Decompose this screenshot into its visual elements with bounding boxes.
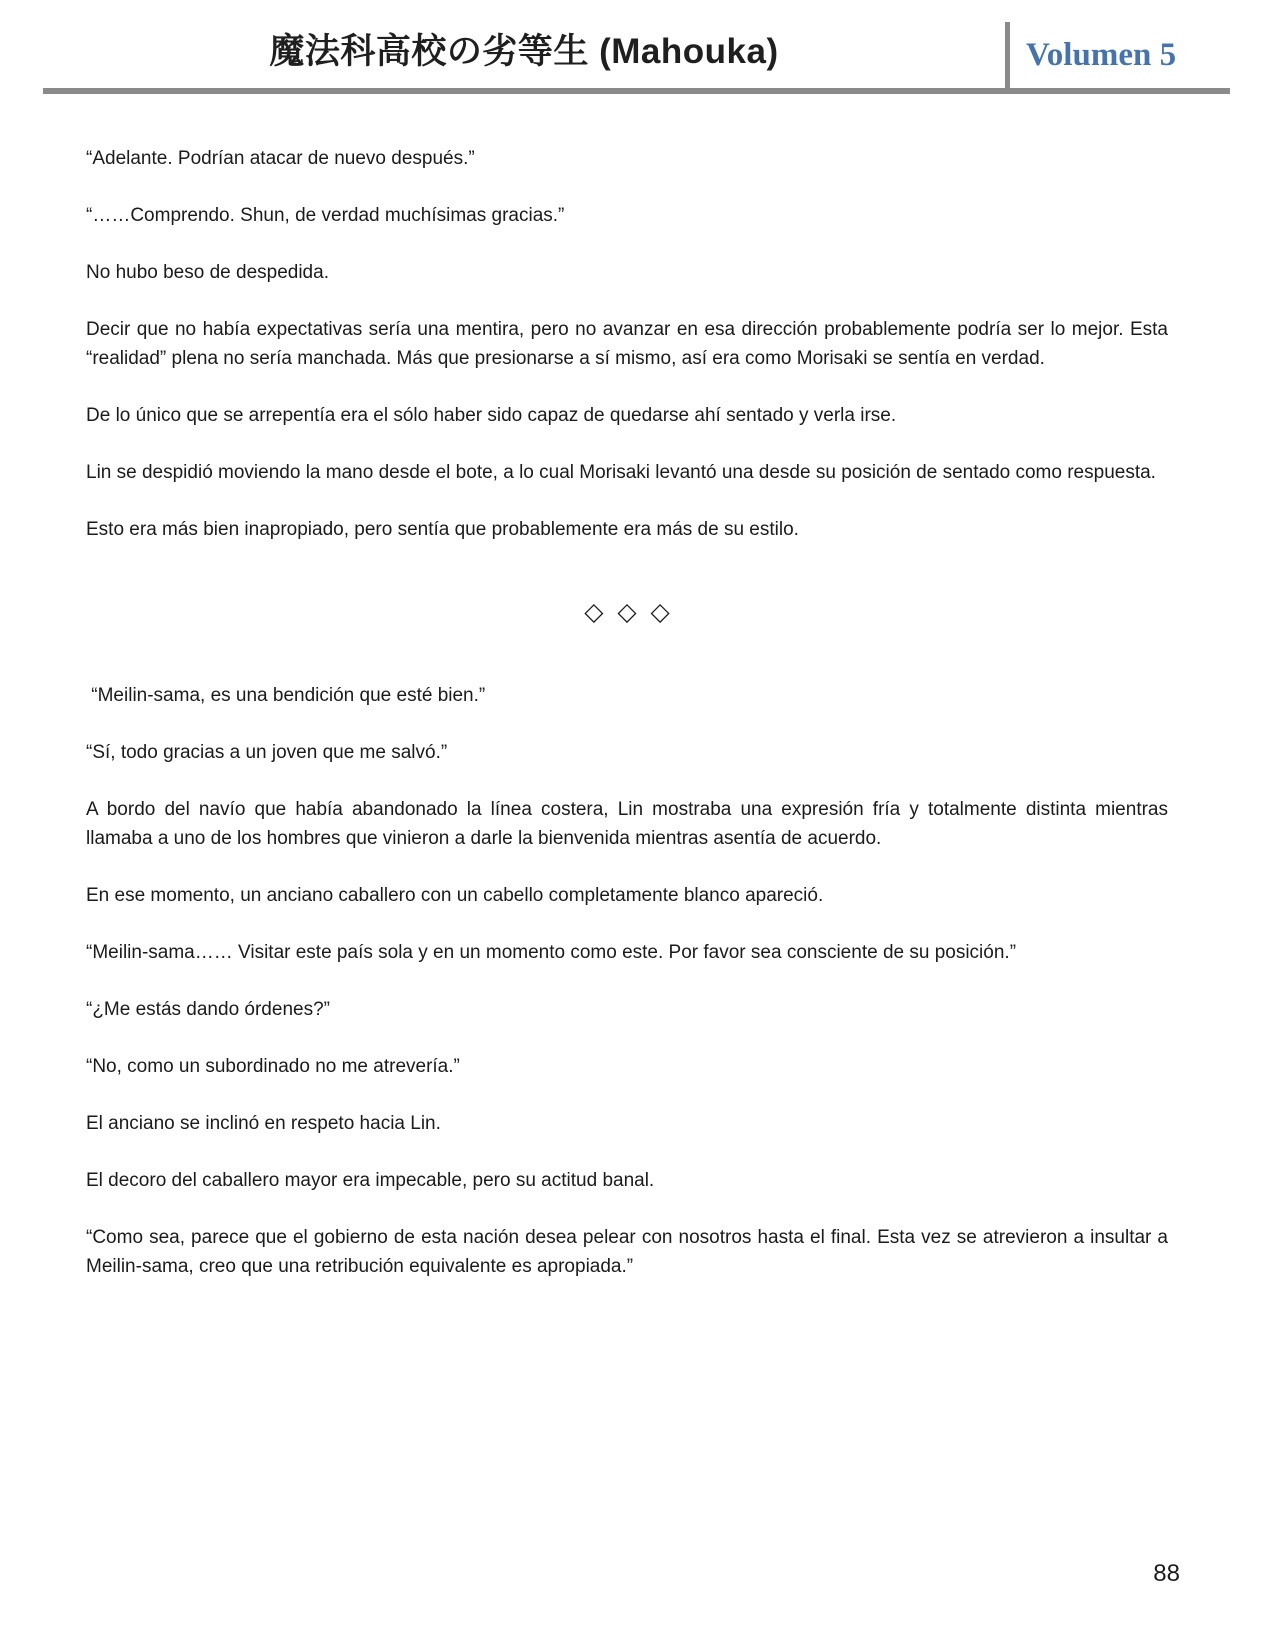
paragraph: El decoro del caballero mayor era impecable, pero su actitud banal. [86, 1170, 655, 1191]
volume-cell [1005, 22, 1230, 88]
paragraph: “……Comprendo. Shun, de verdad muchísimas gracias.” [86, 205, 565, 226]
paragraph: A bordo del navío que había abandonado la línea costera, Lin mostraba una expresión fría y totalmente distinta mientras llamaba a uno de los hombres que vinieron a darle la bienvenida mientras asentía de acuerdo. [86, 799, 1168, 849]
paragraph: Esto era más bien inapropiado, pero sentía que probablemente era más de su estilo. [86, 519, 799, 540]
paragraph: Decir que no había expectativas sería una mentira, pero no avanzar en esa dirección probablemente podría ser lo mejor. Esta “realidad” plena no sería manchada. Más que presionarse a sí mismo, así era como Morisaki se sentía en verdad. [86, 319, 1168, 369]
paragraph: “Como sea, parece que el gobierno de esta nación desea pelear con nosotros hasta el final. Esta vez se atrevieron a insultar a Meilin-sama, creo que una retribución equivalente es apropiada.” [86, 1227, 1168, 1277]
paragraph: “Sí, todo gracias a un joven que me salvó.” [86, 742, 448, 763]
paragraph: No hubo beso de despedida. [86, 262, 329, 283]
paragraph: En ese momento, un anciano caballero con un cabello completamente blanco apareció. [86, 885, 824, 906]
paragraph: “Meilin-sama…… Visitar este país sola y en un momento como este. Por favor sea consciente de su posición.” [86, 942, 1017, 963]
paragraph: “Adelante. Podrían atacar de nuevo después.” [86, 148, 475, 169]
paragraph: “¿Me estás dando órdenes?” [86, 999, 330, 1020]
paragraph: “Meilin-sama, es una bendición que esté bien.” [86, 685, 486, 706]
paragraph: Lin se despidió moviendo la mano desde el bote, a lo cual Morisaki levantó una desde su posición de sentado como respuesta. [86, 462, 1156, 483]
paragraph: De lo único que se arrepentía era el sólo haber sido capaz de quedarse ahí sentado y verla irse. [86, 405, 897, 426]
paragraph: El anciano se inclinó en respeto hacia Lin. [86, 1113, 441, 1134]
scene-separator-diamonds: ◇ ◇ ◇ [584, 598, 670, 626]
page-footer [1153, 1560, 1180, 1588]
page-header [43, 0, 1230, 94]
volume-label: Volumen 5 [1026, 36, 1177, 73]
page-number: 88 [1153, 1560, 1180, 1587]
page-body [86, 144, 1168, 1281]
book-title: 魔法科高校の劣等生 (Mahouka) [269, 32, 779, 71]
paragraph: “No, como un subordinado no me atrevería.” [86, 1056, 460, 1077]
